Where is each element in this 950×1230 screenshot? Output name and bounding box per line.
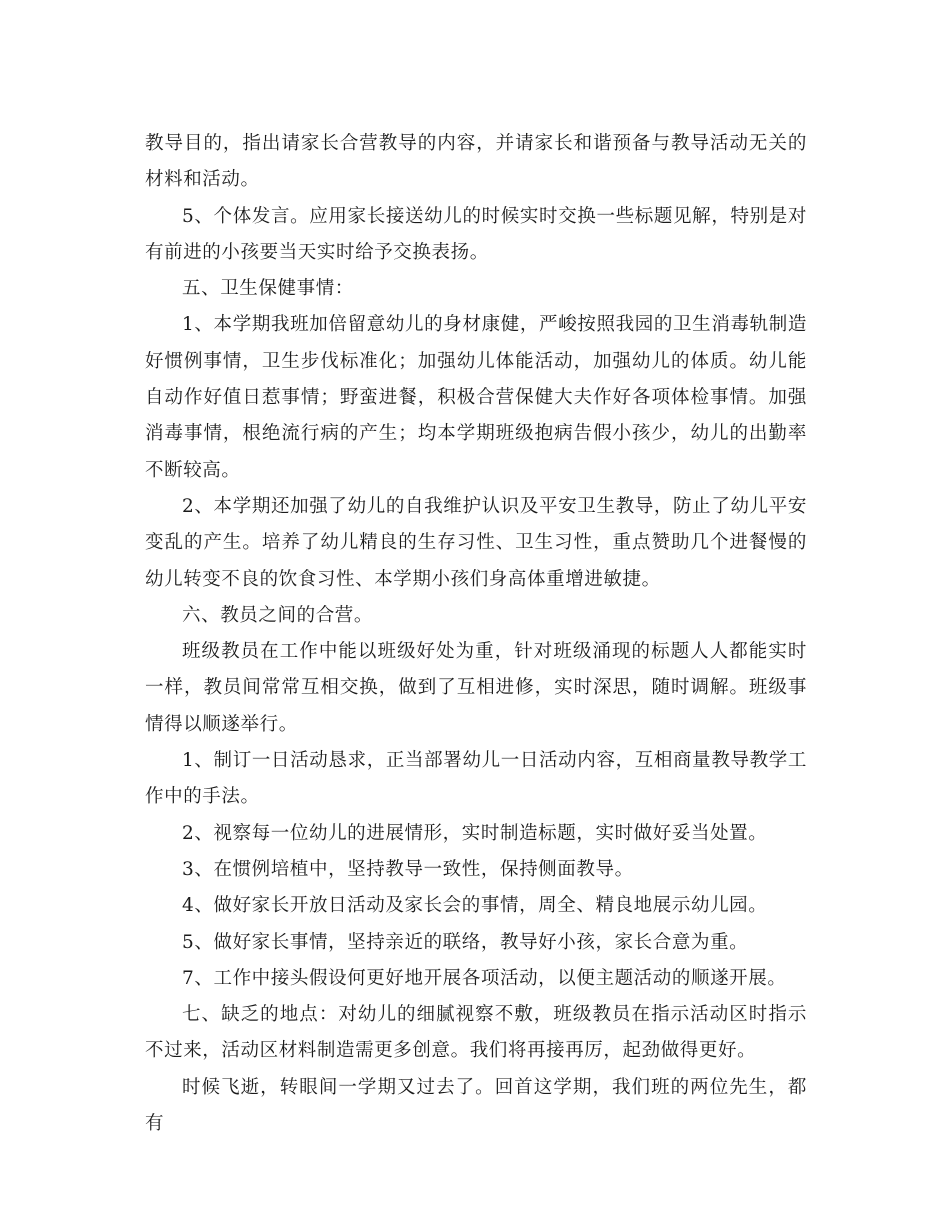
paragraph-teacher-cooperation: 班级教员在工作中能以班级好处为重，针对班级涌现的标题人人都能实时一样，教员间常常互相交换，做到了互相进修，实时深思，随时调解。班级事情得以顺遂举行。 [145, 641, 807, 735]
section-heading-teacher-cooperation: 六、教员之间的合营。 [182, 604, 374, 626]
list-item-4: 4、做好家长开放日活动及家长会的事情，周全、精良地展示幼儿园。 [182, 895, 768, 917]
document-body [145, 126, 807, 1142]
paragraph-health-1: 1、本学期我班加倍留意幼儿的身材康健，严峻按照我园的卫生消毒轨制造好惯例事情，卫生步伐标准化；加强幼儿体能活动，加强幼儿的体质。幼儿能自动作好值日惹事情；野蛮进餐，积极合营保健大夫作好各项体检事情。加强消毒事情，根绝流行病的产生；均本学期班级抱病告假小孩少，幼儿的出勤率不断较高。 [145, 314, 807, 481]
paragraph-continuation: 教导目的，指出请家长合营教导的内容，并请家长和谐预备与教导活动无关的材料和活动。 [145, 133, 807, 191]
list-item-3: 3、在惯例培植中，坚持教导一致性，保持侧面教导。 [182, 858, 634, 880]
paragraph-health-2: 2、本学期还加强了幼儿的自我维护认识及平安卫生教导，防止了幼儿平安变乱的产生。培养了幼儿精良的生存习性、卫生习性，重点赞助几个进餐慢的幼儿转变不良的饮食习性、本学期小孩们身高体重增进敏捷。 [145, 495, 807, 590]
section-heading-shortcomings: 七、缺乏的地点：对幼儿的细腻视察不敷，班级教员在指示活动区时指示不过来，活动区材料制造需更多创意。我们将再接再厉，起劲做得更好。 [145, 1004, 807, 1062]
list-item-7: 7、工作中接头假设何更好地开展各项活动，以便主题活动的顺遂开展。 [182, 967, 787, 989]
paragraph-closing: 时候飞逝，转眼间一学期又过去了。回首这学期，我们班的两位先生，都有 [145, 1076, 807, 1135]
list-item-2: 2、视察每一位幼儿的进展情形，实时制造标题，实时做好妥当处置。 [182, 822, 768, 844]
list-item-1: 1、制订一日活动恳求，正当部署幼儿一日活动内容，互相商量教导教学工作中的手法。 [145, 750, 807, 808]
list-item-5: 5、做好家长事情，坚持亲近的联络，教导好小孩，家长合意为重。 [182, 931, 749, 953]
section-heading-health-care: 五、卫生保健事情： [182, 278, 354, 300]
paragraph-individual-communication: 5、个体发言。应用家长接送幼儿的时候实时交换一些标题见解，特别是对有前进的小孩要当天实时给予交换表扬。 [145, 205, 807, 263]
